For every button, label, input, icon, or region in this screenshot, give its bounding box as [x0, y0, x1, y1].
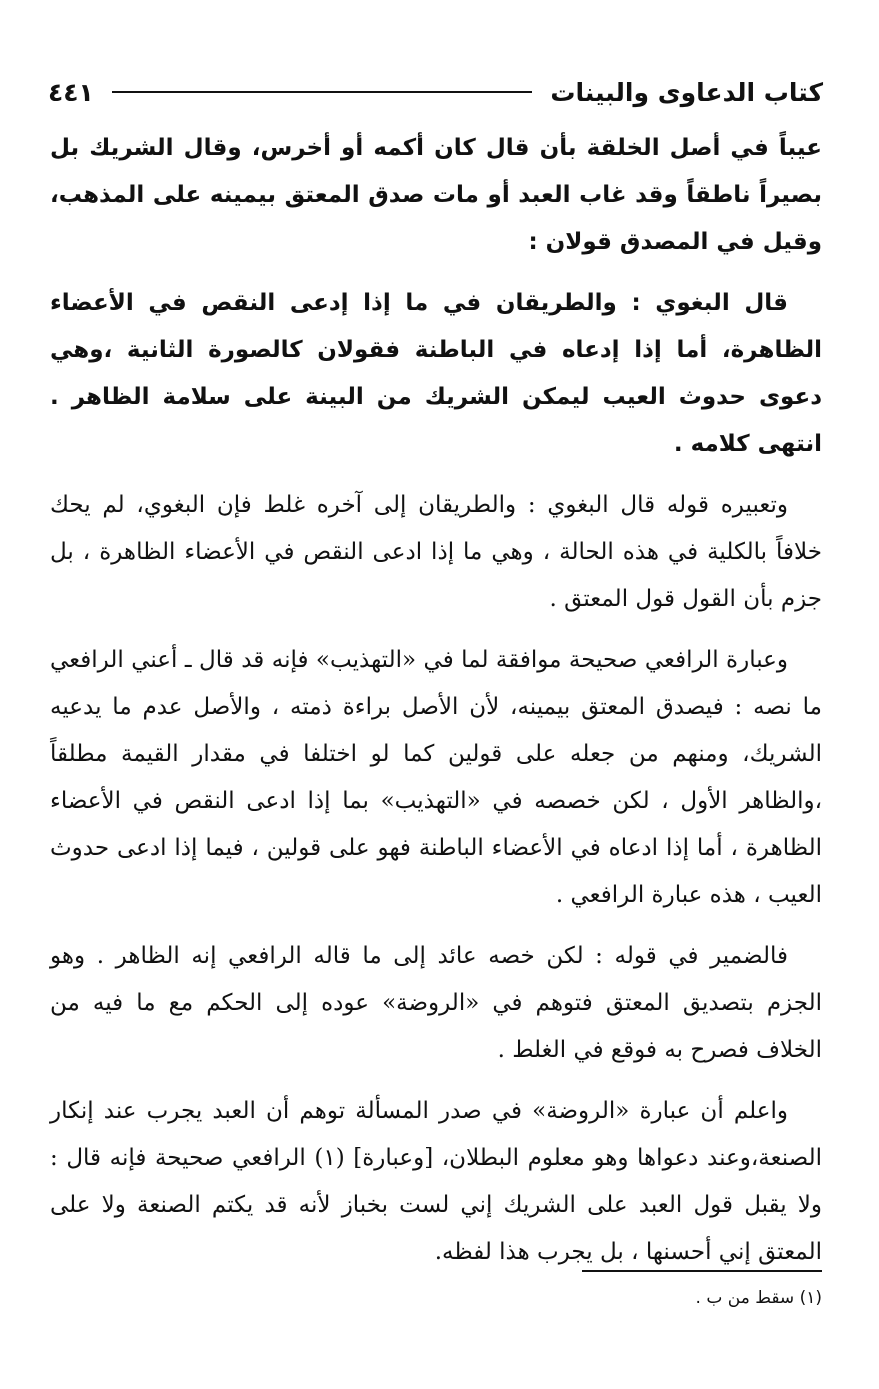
paragraph-commentary-3: فالضمير في قوله : لكن خصه عائد إلى ما قاله الرافعي إنه الظاهر . وهو الجزم بتصديق المعتق فتوهم في «الروضة» عوده إلى الحكم مع ما فيه من الخلاف فصرح به فوقع في الغلط .: [50, 943, 822, 1063]
paragraph-quote-1: عيباً في أصل الخلقة بأن قال كان أكمه أو أخرس، وقال الشريك بل بصيراً ناطقاً وقد غاب العبد أو مات صدق المعتق بيمينه على المذهب، وقيل في المصدق قولان :: [50, 135, 822, 255]
paragraph-commentary-2: وعبارة الرافعي صحيحة موافقة لما في «التهذيب» فإنه قد قال ـ أعني الرافعي ما نصه : فيصدق المعتق بيمينه، لأن الأصل براءة ذمته ، والأصل عدم ما يدعيه الشريك، ومنهم من جعله على قولين كما لو اختلفا في مقدار القيمة مطلقاً ،والظاهر الأول ، لكن خصصه في «التهذيب» بما إذا ادعى النقص في الأعضاء الظاهرة ، أما إذا ادعاه في الأعضاء الباطنة فهو على قولين ، فيما إذا ادعى حدوث العيب ، هذه عبارة الرافعي .: [50, 647, 822, 908]
body-text: [50, 125, 822, 1290]
page-header: [48, 68, 823, 116]
running-title: كتاب الدعاوى والبينات: [550, 77, 823, 107]
paragraph-quote-2: قال البغوي : والطريقان في ما إذا إدعى النقص في الأعضاء الظاهرة، أما إذا إدعاه في الباطنة فقولان كالصورة الثانية ،وهي دعوى حدوث العيب ليمكن الشريك من البينة على سلامة الظاهر . انتهى كلامه .: [50, 290, 822, 457]
footnote-rule: [582, 1270, 822, 1272]
header-rule: [112, 91, 533, 93]
paragraph-commentary-4: واعلم أن عبارة «الروضة» في صدر المسألة توهم أن العبد يجرب عند إنكار الصنعة،وعند دعواها وهو معلوم البطلان، [وعبارة] (١) الرافعي صحيحة فإنه قال : ولا يقبل قول العبد على الشريك إني لست بخباز لأنه قد يكتم الصنعة ولا على المعتق إني أحسنها ، بل يجرب هذا لفظه.: [50, 1098, 822, 1265]
page-number: ٤٤١: [48, 77, 94, 107]
paragraph-commentary-1: وتعبيره قوله قال البغوي : والطريقان إلى آخره غلط فإن البغوي، لم يحك خلافاً بالكلية في هذه الحالة ، وهي ما إذا ادعى النقص في الأعضاء الظاهرة ، بل جزم بأن القول قول المعتق .: [50, 492, 822, 612]
footnote: (١) سقط من ب .: [695, 1288, 822, 1308]
